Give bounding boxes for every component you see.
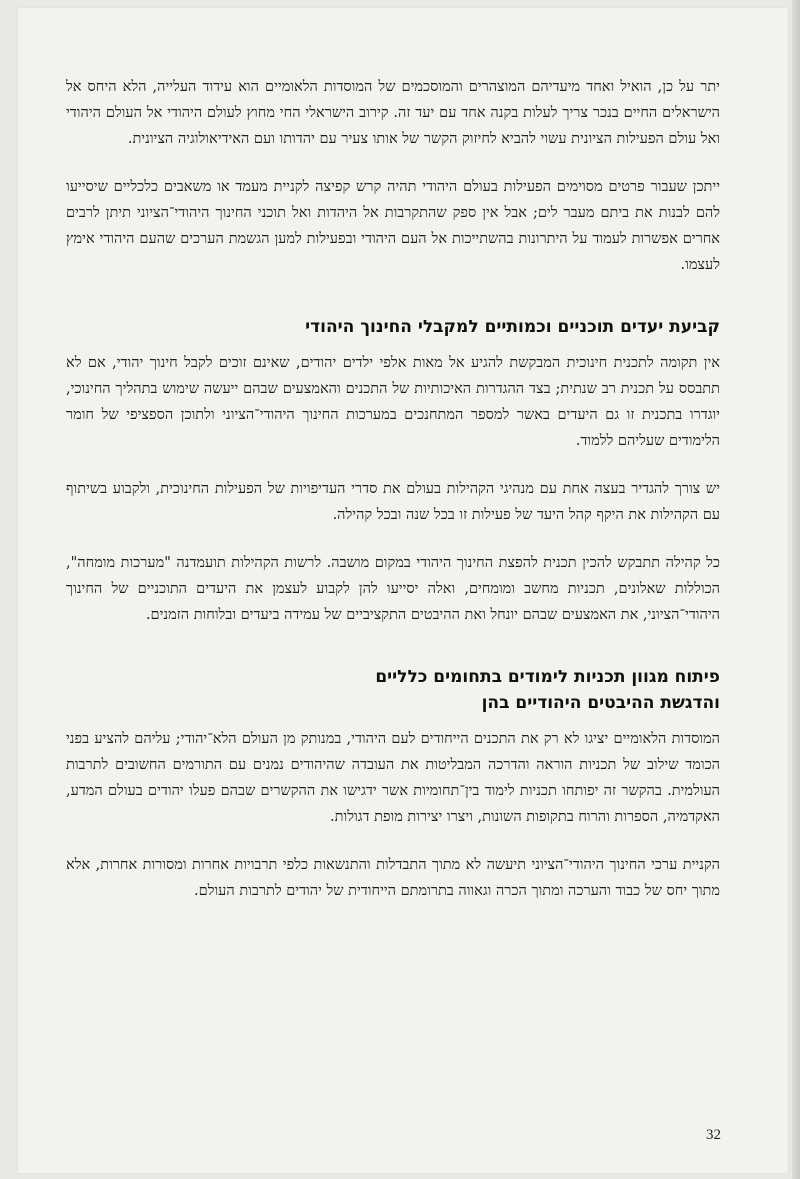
paragraph: המוסדות הלאומיים יציגו לא רק את התכנים הייחודים לעם היהודי, במנותק מן העולם הלא־יהודי; עליהם להציע בפני הכומד שילוב של תכניות הוראה והדרכה המבליטות את העובדה שהיהודים נמנים עם התורמים החשובים לתרבות העולמית. בהקשר זה יפותחו תכניות לימוד בין־תחומיות אשר ידגישו את ההקשרים שבהם פעלו יהודים בעולם המדע, האקדמיה, הספרות והרוח בתקופות השונות, ויצרו יצירות מופת דגולות. — [66, 731, 720, 825]
section-heading: קביעת יעדים תוכניים וכמותיים למקבלי החינוך היהודי — [305, 317, 720, 337]
paragraph: הקניית ערכי החינוך היהודי־הציוני תיעשה לא מתוך התבדלות והתנשאות כלפי תרבויות אחרות ומסורות אחרות, אלא מתוך יחס של כבוד והערכה ומתוך הכרה וגאווה בתרומתם הייחודית של יהודים לתרבות העולם. — [66, 857, 720, 899]
page-number: 32 — [706, 1127, 721, 1143]
section-heading-line-1: פיתוח מגוון תכניות לימודים בתחומים כלליים — [375, 667, 720, 687]
paragraph: ייתכן שעבור פרטים מסוימים הפעילות בעולם היהודי תהיה קרש קפיצה לקניית מעמד או משאבים כלכליים שיסייעו להם לבנות את ביתם מעבר לים; אבל אין ספק שהתקרבות אל היהדות ואל תוכני החינוך היהודי־הציוני תיתן לרבים אחרים אפשרות לעמוד על היתרונות בהשתייכות אל העם היהודי ובפעילות למען הגשמת הערכים שהעם היהודי אימץ לעצמו. — [66, 179, 720, 273]
binding-edge — [792, 0, 800, 1179]
section-heading — [66, 664, 720, 716]
paragraph: כל קהילה תתבקש להכין תכנית להפצת החינוך היהודי במקום מושבה. לרשות הקהילות תועמדנה "מערכות מומחה", הכוללות שאלונים, תכניות מחשב ומומחים, ואלה יסייעו להן לקבוע לעצמן את היעדים התוכניים של החינוך היהודי־הציוני, את האמצעים שבהם יונחל ואת ההיבטים התקציביים של עמידה ביעדים ובלוחות הזמנים. — [66, 555, 720, 623]
page-body — [66, 74, 720, 926]
section-heading-line-2: והדגשת ההיבטים היהודיים בהן — [481, 693, 720, 713]
paragraph: אין תקומה לתכנית חינוכית המבקשת להגיע אל מאות אלפי ילדים יהודים, שאינם זוכים לקבל חינוך יהודי, אם לא תתבסס על תכנית רב שנתית; בצד ההגדרות האיכותיות של התכנים והאמצעים שבהם ייעשה שימוש בתהליך החינוכי, יוגדרו בתכנית זו גם היעדים באשר למספר המתחנכים במערכות החינוך היהודי־הציוני ולתוכן הספציפי של חומר הלימודים שעליהם ללמוד. — [66, 355, 720, 449]
paragraph: יתר על כן, הואיל ואחד מיעדיהם המוצהרים והמוסכמים של המוסדות הלאומיים הוא עידוד העלייה, הלא היחס אל הישראלים החיים בנכר צריך לעלות בקנה אחד עם יעד זה. קירוב הישראלי החי מחוץ לעולם היהודי אל העולם היהודי ואל עולם הפעילות הציונית עשוי להביא לחיזוק הקשר של אותו צעיר עם יהדותו ועם האידיאולוגיה הציונית. — [66, 79, 720, 147]
paragraph: יש צורך להגדיר בעצה אחת עם מנהיגי הקהילות בעולם את סדרי העדיפויות של הפעילות החינוכית, ולקבוע בשיתוף עם הקהילות את היקף קהל היעד של פעילות זו בכל שנה ובכל קהילה. — [66, 481, 720, 523]
